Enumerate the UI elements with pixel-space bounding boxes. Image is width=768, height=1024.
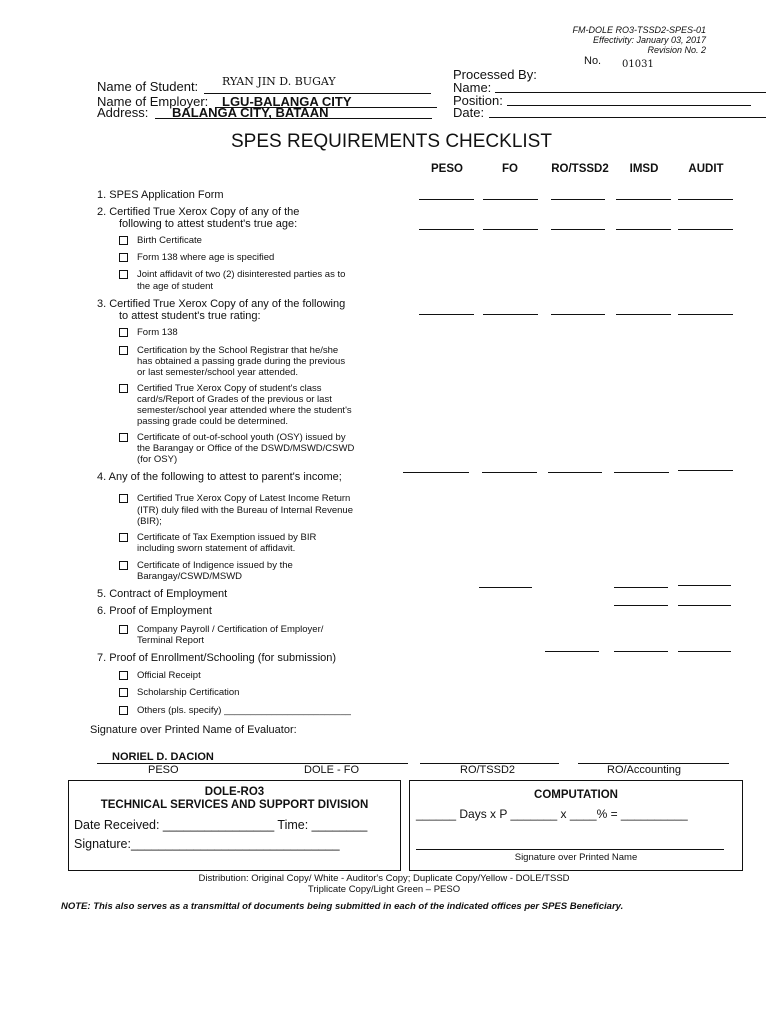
computation-box — [409, 780, 743, 871]
item-3-true-rating-cont: to attest student's true rating: — [119, 310, 261, 322]
item-6-proof-employment: 6. Proof of Employment — [97, 605, 212, 617]
control-number: 01031 — [622, 59, 654, 70]
processed-position-label: Position: — [453, 93, 503, 108]
item-2-true-age: 2. Certified True Xerox Copy of any of the — [97, 206, 300, 218]
effectivity-date: Effectivity: January 03, 2017 — [592, 35, 706, 45]
dole-box-subtitle: TECHNICAL SERVICES AND SUPPORT DIVISION — [100, 799, 369, 811]
column-header-fo: FO — [502, 163, 518, 175]
checklist-item-registrar-cert[interactable]: Certification by the School Registrar that he/she — [119, 345, 338, 356]
student-name-value: RYAN JIN D. BUGAY — [222, 75, 336, 88]
osy-cert-cont-2: (for OSY) — [137, 454, 178, 465]
checkbox[interactable] — [119, 494, 128, 503]
checklist-item-form138-age[interactable]: Form 138 where age is specified — [119, 252, 274, 263]
checkbox[interactable] — [119, 433, 128, 442]
item-1-application-form: 1. SPES Application Form — [97, 189, 224, 201]
page-title: SPES REQUIREMENTS CHECKLIST — [231, 131, 552, 152]
checklist-item-form138[interactable]: Form 138 — [119, 327, 178, 338]
item-4-parent-income: 4. Any of the following to attest to parent's income; — [97, 471, 342, 483]
checkbox[interactable] — [119, 236, 128, 245]
itr-cont-2: (BIR); — [137, 516, 162, 527]
checkbox[interactable] — [119, 688, 128, 697]
item-3-true-rating: 3. Certified True Xerox Copy of any of the following — [97, 298, 346, 310]
registrar-cert-cont-1: has obtained a passing grade during the previous — [137, 356, 346, 367]
checkbox[interactable] — [119, 328, 128, 337]
evaluator-name: NORIEL D. DACION — [112, 751, 214, 763]
checklist-item-osy-cert[interactable]: Certificate of out-of-school youth (OSY) issued by — [119, 432, 346, 443]
processed-date-label: Date: — [453, 105, 485, 120]
checklist-item-company-payroll[interactable]: Company Payroll / Certification of Employer/ — [119, 624, 323, 635]
transmittal-note: NOTE: This also serves as a transmittal of documents being submitted in each of the indicated offices per SPES Beneficiary. — [61, 901, 624, 912]
signature-label-ro-accounting: RO/Accounting — [607, 764, 681, 776]
no-label: No. — [584, 55, 602, 67]
column-header-peso: PESO — [431, 163, 463, 175]
checklist-item-scholarship[interactable]: Scholarship Certification — [119, 687, 239, 698]
date-received-field[interactable]: Date Received: ________________ Time: ________ — [74, 818, 368, 832]
column-header-imsd: IMSD — [629, 163, 659, 175]
employer-value: LGU-BALANGA CITY — [222, 94, 352, 109]
checkbox[interactable] — [119, 253, 128, 262]
class-card-cont-2: semester/school year attended where the student's — [137, 405, 352, 416]
signature-label-peso: PESO — [148, 764, 179, 776]
computation-title: COMPUTATION — [534, 789, 618, 801]
checkbox[interactable] — [119, 533, 128, 542]
item-7-proof-enrollment: 7. Proof of Enrollment/Schooling (for submission) — [97, 652, 337, 664]
checkbox[interactable] — [119, 561, 128, 570]
checkbox[interactable] — [119, 384, 128, 393]
checkbox[interactable] — [119, 706, 128, 715]
revision-number: Revision No. 2 — [647, 45, 706, 55]
distribution-line-1: Distribution: Original Copy/ White - Auditor's Copy; Duplicate Copy/Yellow - DOLE/TSSD — [198, 873, 570, 884]
computation-signature-label: Signature over Printed Name — [514, 852, 638, 863]
item-2-true-age-cont: following to attest student's true age: — [119, 218, 298, 230]
checklist-item-class-card[interactable]: Certified True Xerox Copy of student's class — [119, 383, 322, 394]
checklist-item-tax-exemption[interactable]: Certificate of Tax Exemption issued by BIR — [119, 532, 316, 543]
computation-formula[interactable]: ______ Days x P _______ x ____% = __________ — [416, 807, 688, 821]
checklist-item-others[interactable]: Others (pls. specify) ________________________ — [119, 705, 351, 716]
checkbox[interactable] — [119, 625, 128, 634]
processed-name-label: Name: — [453, 80, 492, 95]
checklist-item-birth-certificate[interactable]: Birth Certificate — [119, 235, 202, 246]
tax-exemption-cont: including sworn statement of affidavit. — [137, 543, 296, 554]
dole-receiving-box — [68, 780, 401, 871]
distribution-line-2: Triplicate Copy/Light Green – PESO — [307, 884, 461, 895]
address-value: BALANGA CITY, BATAAN — [172, 105, 329, 120]
student-name-label: Name of Student: — [97, 79, 199, 94]
checkbox[interactable] — [119, 671, 128, 680]
checkbox[interactable] — [119, 270, 128, 279]
joint-affidavit-cont: the age of student — [137, 281, 214, 292]
item-5-contract: 5. Contract of Employment — [97, 588, 228, 600]
osy-cert-cont-1: the Barangay or Office of the DSWD/MSWD/CSWD — [137, 443, 355, 454]
evaluator-signature-label: Signature over Printed Name of Evaluator: — [90, 724, 297, 736]
class-card-cont-1: card/s/Report of Grades of the previous or last — [137, 394, 332, 405]
registrar-cert-cont-2: or last semester/school year attended. — [137, 367, 299, 378]
indigence-cont: Barangay/CSWD/MSWD — [137, 571, 243, 582]
column-header-audit: AUDIT — [688, 163, 724, 175]
checklist-item-joint-affidavit[interactable]: Joint affidavit of two (2) disinterested parties as to — [119, 269, 345, 280]
employer-label: Name of Employer: — [97, 94, 209, 109]
checklist-item-official-receipt[interactable]: Official Receipt — [119, 670, 201, 681]
company-payroll-cont: Terminal Report — [137, 635, 205, 646]
checklist-item-indigence[interactable]: Certificate of Indigence issued by the — [119, 560, 293, 571]
class-card-cont-3: passing grade could be determined. — [137, 416, 289, 427]
checklist-item-itr[interactable]: Certified True Xerox Copy of Latest Income Return — [119, 493, 350, 504]
form-code: FM-DOLE RO3-TSSD2-SPES-01 — [572, 25, 706, 35]
checkbox[interactable] — [119, 346, 128, 355]
address-label: Address: — [97, 105, 149, 120]
processed-by-label: Processed By: — [453, 67, 537, 82]
signature-label-ro-tssd2: RO/TSSD2 — [460, 764, 516, 776]
dole-box-title: DOLE-RO3 — [204, 786, 265, 798]
itr-cont-1: (ITR) duly filed with the Bureau of Internal Revenue — [137, 505, 353, 516]
column-header-ro-tssd2: RO/TSSD2 — [551, 163, 609, 175]
signature-label-dole-fo: DOLE - FO — [304, 764, 360, 776]
dole-signature-field[interactable]: Signature:______________________________ — [74, 837, 340, 851]
